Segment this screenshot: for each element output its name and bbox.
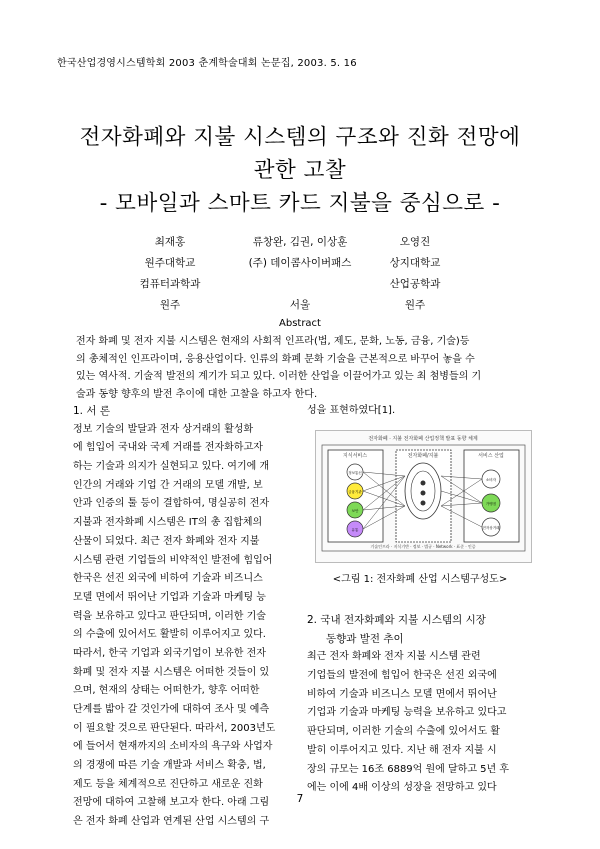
right-panel-label: 서비스 산업 (478, 453, 504, 459)
body-line: 이 필요할 것으로 판단된다. 따라서, 2003년도 (73, 722, 276, 734)
body-line: 기업들의 발전에 힘입어 한국은 선진 외국에 (307, 670, 497, 682)
body-line: 따라서, 한국 기업과 외국기업이 보유한 전자 (73, 647, 266, 659)
section-2-title-cont: 동향과 발전 추이 (326, 632, 404, 645)
node-label: 전자상거래 (482, 526, 500, 530)
body-line: 전망에 대하여 고찰해 보고자 한다. 아래 그림 (73, 797, 270, 809)
figure-1 (315, 430, 532, 563)
author-block-3 (365, 232, 465, 316)
author-department (225, 274, 375, 295)
author-affiliation: 원주대학교 (144, 257, 196, 269)
body-line: 제도 등을 체계적으로 진단하고 새로운 진화 (73, 778, 263, 790)
author-city: 서울 (289, 299, 311, 311)
abstract-line: 술과 동향 향후의 발전 추이에 대한 고찰을 하고자 한다. (76, 388, 318, 400)
body-line: 에 힘입어 국내와 국제 거래를 전자화하고자 (73, 442, 263, 454)
body-line: 의 경쟁에 따른 기술 개발과 서비스 확충, 법, (73, 760, 266, 772)
author-name: 최재홍 (154, 236, 186, 248)
body-line: 장의 규모는 16조 6889억 원에 달하고 5년 후 (307, 763, 510, 775)
section-1-title: 1. 서 론 (73, 405, 110, 417)
title-line-3: - 모바일과 스마트 카드 지불을 중심으로 - (99, 191, 501, 216)
body-line: 지불과 전자화폐 시스템은 IT의 총 집합체의 (73, 517, 263, 529)
right-column-bottom (307, 611, 532, 798)
abstract-line: 의 총체적인 인프라이며, 응용산업이다. 인류의 화폐 문화 기술을 근본적으로 바꾸어 놓을 수 (76, 353, 475, 365)
core-dot (421, 501, 426, 506)
page-number: 7 (296, 793, 304, 805)
body-line: 으며, 현재의 상태는 어떠한가, 향후 어떠한 (73, 685, 260, 697)
body-line: 안과 인증의 툴 등이 결합하여, 명실공히 전자 (73, 498, 270, 510)
author-affiliation: 상지대학교 (389, 257, 441, 269)
abstract-heading: Abstract (279, 318, 321, 329)
author-affiliation: (주) 데이콤사이버패스 (248, 257, 352, 269)
body-line: 단계를 밟아 갈 것인가에 대하여 조사 및 예측 (73, 704, 270, 715)
middle-panel-label: 전자화폐/지불 (407, 453, 439, 459)
body-line: 인간의 거래와 기업 간 거래의 모델 개발, 보 (73, 479, 263, 491)
abstract-line: 전자 화폐 및 전자 지불 시스템은 현재의 사회적 인프라(법, 제도, 문화, 노동, 금융, 기술)등 (76, 336, 470, 347)
author-department: 컴퓨터과학과 (139, 278, 201, 290)
left-column (73, 402, 295, 832)
author-city: 원주 (404, 299, 426, 311)
author-name: 류창완, 김권, 이상훈 (252, 236, 348, 248)
core-dot (421, 481, 426, 486)
figure-1-caption: <그림 1: 전자화폐 산업 시스템구성도> (332, 574, 508, 585)
section-2-title: 2. 국내 전자화폐와 지불 시스템의 시장 (307, 614, 486, 626)
left-panel-label: 지식서비스 (342, 453, 368, 459)
right-column-top (307, 402, 532, 421)
author-block-1 (120, 232, 220, 316)
body-line: 정보 기술의 발달과 전자 상거래의 활성화 (73, 423, 254, 435)
body-line: 력을 보유하고 있다고 판단되며, 이러한 기술 (73, 610, 266, 622)
title-line-1: 전자화폐와 지불 시스템의 구조와 진화 전망에 (79, 125, 521, 150)
body-line: 은 전자 화폐 산업과 연계된 산업 시스템의 구 (73, 816, 270, 828)
diagram-footer: 기술인프라 · 지식기반 · 정보 · 법규 · Network · 표준 · 인증 (370, 544, 476, 549)
node-label: 가맹점 (485, 502, 497, 506)
node-label: 소비자 (485, 478, 497, 482)
author-city: 원주 (159, 299, 181, 311)
body-line: 한국은 선진 외국에 비하여 기술과 비즈니스 (73, 573, 263, 585)
core-dot (421, 491, 426, 496)
body-line: 최근 전자 화폐와 전자 지불 시스템 관련 (307, 651, 481, 663)
body-line: 모델 면에서 뛰어난 기업과 기술과 마케팅 능 (73, 591, 266, 603)
body-line: 화폐 및 전자 지불 시스템은 어떠한 것들이 있 (73, 666, 270, 678)
body-line: 비하여 기술과 비즈니스 모델 면에서 뛰어난 (307, 688, 497, 700)
node-label: 금융기관 (348, 490, 362, 494)
body-line: 에는 이에 4배 이상의 성장을 전망하고 있다 (307, 782, 497, 794)
node-label: 보안 (351, 509, 359, 513)
diagram-header: 전자화폐 · 지불 전자화폐 산업정책 발표 동향 체계 (368, 436, 478, 442)
node-label: 유통 (351, 528, 359, 532)
body-line: 발히 이루어지고 있다. 지난 해 전자 지불 시 (307, 744, 497, 756)
body-line: 에 들어서 현재까지의 소비자의 욕구와 사업자 (73, 741, 273, 753)
abstract-body (76, 333, 526, 403)
body-line: 시스템 관련 기업들의 비약적인 발전에 힘입어 (73, 554, 273, 566)
body-line: 성을 표현하였다[1]. (307, 405, 396, 416)
body-line: 의 수출에 있어서도 활발히 이루어지고 있다. (73, 629, 266, 641)
author-block-2 (225, 232, 375, 316)
body-line: 하는 기술과 의지가 실현되고 있다. 여기에 개 (73, 461, 270, 473)
node-label: 정보통신 (348, 471, 362, 475)
author-name: 오영진 (399, 236, 431, 248)
body-line: 판단되며, 이러한 기술의 수출에 있어서도 활 (307, 726, 500, 738)
body-line: 기업과 기술과 마케팅 능력을 보유하고 있다고 (307, 707, 507, 719)
title-line-2: 관한 고찰 (253, 158, 347, 183)
running-header: 한국산업경영시스템학회 2003 춘계학술대회 논문집, 2003. 5. 16 (57, 58, 357, 69)
body-line: 산물이 되었다. 최근 전자 화폐와 전자 지불 (73, 535, 260, 547)
abstract-line: 있는 역사적. 기술적 발전의 계기가 되고 있다. 이러한 산업을 이끌어가고 있는 최 첨병들의 기 (76, 371, 482, 382)
industry-system-diagram (316, 431, 531, 562)
author-department: 산업공학과 (389, 278, 441, 290)
